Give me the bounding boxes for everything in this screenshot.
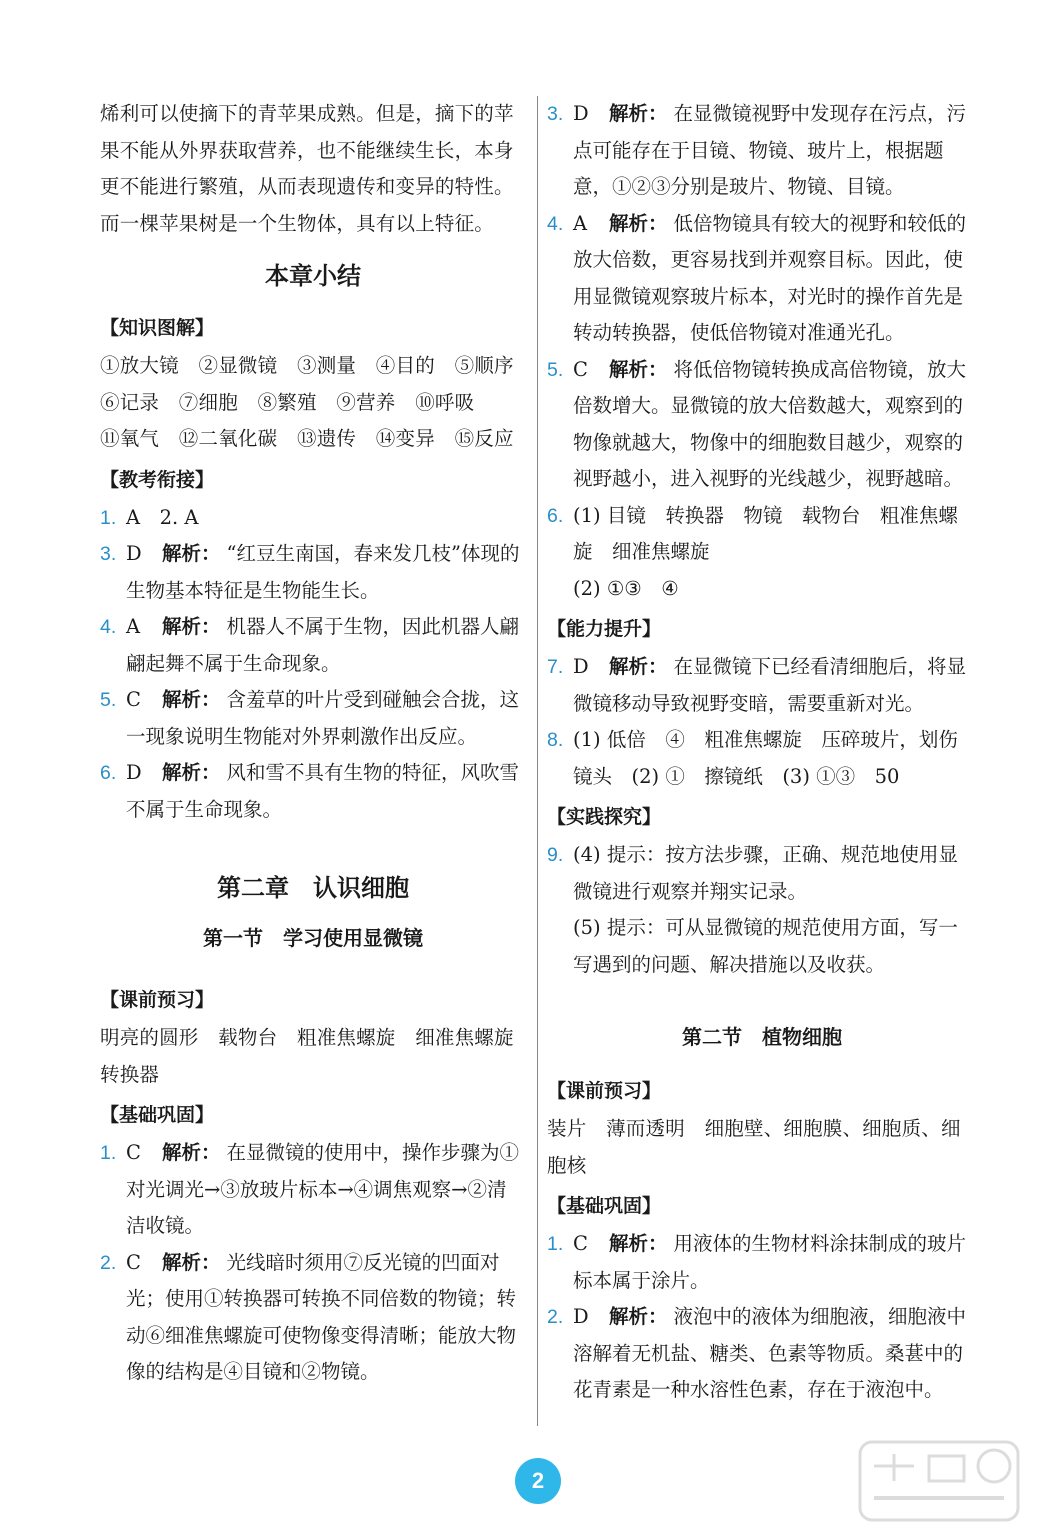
item-analysis-text: “红豆生南国，春来发几枝”体现的生物基本特征是生物能生长。 xyxy=(126,542,520,602)
column-divider xyxy=(537,96,538,1426)
basic-item-1 xyxy=(100,1135,526,1245)
item-analysis-text: 将低倍物镜转换成高倍物镜，放大倍数增大。显微镜的放大倍数越大，观察到的物像就越大，物像中的细胞数目越少，观察的视野越小，进入视野的光线越少，视野越暗。 xyxy=(573,357,967,490)
knowledge-line-3: ⑪氧气 ⑫二氧化碳 ⑬遗传 ⑭变异 ⑮反应 xyxy=(100,427,514,450)
item-answer: C xyxy=(126,1141,141,1164)
item-answer: C xyxy=(573,357,588,381)
item-9 xyxy=(547,837,977,983)
item-6-part-1: (1) 目镜 转换器 物镜 载物台 粗准焦螺旋 细准焦螺旋 xyxy=(573,503,958,563)
section-title-1: 第一节 学习使用显微镜 xyxy=(203,926,423,950)
exam-heading: 【教考衔接】 xyxy=(100,468,215,491)
item-analysis-label: 解析： xyxy=(162,1250,221,1274)
item-number: 4. xyxy=(547,212,564,235)
item-9-part-5: (5) 提示：可从显微镜的规范使用方面，写一写遇到的问题、解决措施以及收获。 xyxy=(573,916,958,976)
item-analysis-label: 解析： xyxy=(609,655,668,678)
item-analysis-text: 光线暗时须用⑦反光镜的凹面对光；使用①转换器可转换不同倍数的物镜；转动⑥细准焦螺旋可使物像变得清晰；能放大物像的结构是④目镜和②物镜。 xyxy=(126,1250,517,1383)
item-analysis-label: 解析： xyxy=(609,1232,668,1255)
item-analysis-label: 解析： xyxy=(162,615,221,638)
knowledge-line-2: ⑥记录 ⑦细胞 ⑧繁殖 ⑨营养 ⑩呼吸 xyxy=(100,390,475,414)
item-answer: C xyxy=(126,1250,141,1274)
item-analysis-label: 解析： xyxy=(609,211,668,235)
item-analysis-label: 解析： xyxy=(609,1305,668,1328)
exam-item-3 xyxy=(100,536,526,609)
item-analysis-label: 解析： xyxy=(609,102,668,125)
basic-item-2-2 xyxy=(547,1299,977,1409)
item-answer: D xyxy=(573,655,589,678)
item-analysis-label: 解析： xyxy=(162,1141,221,1164)
watermark-logo xyxy=(854,1436,1024,1526)
item-number: 4. xyxy=(100,616,117,638)
item-number: 5. xyxy=(547,358,564,381)
item-number: 8. xyxy=(547,729,564,751)
item-3 xyxy=(547,96,977,206)
item-answer: D xyxy=(573,1305,589,1328)
item-number: 2. xyxy=(547,1306,564,1328)
item-analysis-text: 风和雪不具有生物的特征，风吹雪不属于生命现象。 xyxy=(126,761,520,821)
preview-heading: 【课前预习】 xyxy=(100,989,215,1011)
item-answer: D xyxy=(126,761,142,784)
knowledge-line-1: ①放大镜 ②显微镜 ③测量 ④目的 ⑤顺序 xyxy=(100,354,514,377)
item-6 xyxy=(547,498,977,608)
item-number: 3. xyxy=(100,543,117,565)
item-analysis-text: 含羞草的叶片受到碰触会合拢，这一现象说明生物能对外界刺激作出反应。 xyxy=(126,688,520,748)
ability-heading: 【能力提升】 xyxy=(547,618,662,640)
item-analysis-text: 在显微镜下已经看清细胞后，将显微镜移动导致视野变暗，需要重新对光。 xyxy=(573,655,967,715)
item-analysis-text: 在显微镜的使用中，操作步骤为①对光调光→③放玻片标本→④调焦观察→②清洁收镜。 xyxy=(126,1141,520,1237)
item-analysis-text: 在显微镜视野中发现存在污点，污点可能存在于目镜、物镜、玻片上，根据题意，①②③分别是玻片、物镜、目镜。 xyxy=(573,102,967,198)
item-analysis-label: 解析： xyxy=(162,761,221,784)
item-number: 7. xyxy=(547,656,564,678)
item-7 xyxy=(547,649,977,722)
preview-text: 明亮的圆形 载物台 粗准焦螺旋 细准焦螺旋 转换器 xyxy=(100,1026,534,1086)
preview-text-2: 装片 薄而透明 细胞壁、细胞膜、细胞质、细胞核 xyxy=(547,1117,961,1177)
section-title-2: 第二节 植物细胞 xyxy=(682,1025,842,1049)
item-4 xyxy=(547,206,977,352)
knowledge-heading: 【知识图解】 xyxy=(100,317,215,339)
item-number: 1. xyxy=(100,506,117,529)
item-analysis-label: 解析： xyxy=(162,688,221,711)
preview-heading-2: 【课前预习】 xyxy=(547,1080,662,1102)
basic-heading-2: 【基础巩固】 xyxy=(547,1195,662,1217)
item-number: 1. xyxy=(547,1233,564,1255)
item-answer: A xyxy=(573,211,588,235)
exam-item-5 xyxy=(100,682,526,755)
item-6-part-2: (2) ①③ ④ xyxy=(573,576,679,600)
item-number: 1. xyxy=(100,1142,117,1164)
item-number: 6. xyxy=(547,504,564,527)
item-8 xyxy=(547,722,977,795)
item-number: 6. xyxy=(100,762,117,784)
item-5 xyxy=(547,352,977,498)
item-answer: A 2. A xyxy=(126,505,199,529)
left-column xyxy=(100,96,534,1391)
summary-title: 本章小结 xyxy=(265,262,361,290)
basic-item-2 xyxy=(100,1245,526,1391)
item-answer: D xyxy=(573,102,589,125)
practice-heading: 【实践探究】 xyxy=(547,806,662,828)
item-answer: C xyxy=(126,688,141,711)
item-answer: A xyxy=(126,615,141,638)
item-number: 2. xyxy=(100,1251,117,1274)
right-column xyxy=(547,96,977,1409)
item-answer: D xyxy=(126,542,142,565)
item-analysis-label: 解析： xyxy=(162,542,221,565)
item-9-part-4: (4) 提示：按方法步骤，正确、规范地使用显微镜进行观察并翔实记录。 xyxy=(573,843,958,903)
item-number: 3. xyxy=(547,103,564,125)
item-analysis-text: 液泡中的液体为细胞液，细胞液中溶解着无机盐、糖类、色素等物质。桑葚中的花青素是一种水溶性色素，存在于液泡中。 xyxy=(573,1305,967,1401)
item-number: 5. xyxy=(100,689,117,711)
item-analysis-text: 用液体的生物材料涂抹制成的玻片标本属于涂片。 xyxy=(573,1232,967,1292)
intro-paragraph: 烯利可以使摘下的青苹果成熟。但是，摘下的苹果不能从外界获取营养，也不能继续生长，本身更不能进行繁殖，从而表现遗传和变异的特性。而一棵苹果树是一个生物体，具有以上特征。 xyxy=(100,102,514,235)
exam-item-4 xyxy=(100,609,526,682)
item-answer: C xyxy=(573,1232,588,1255)
page-number-badge: 2 xyxy=(515,1458,561,1504)
item-number: 9. xyxy=(547,844,564,866)
item-analysis-text: 机器人不属于生物，因此机器人翩翩起舞不属于生命现象。 xyxy=(126,615,520,675)
item-analysis-text: 低倍物镜具有较大的视野和较低的放大倍数，更容易找到并观察目标。因此，使用显微镜观察玻片标本，对光时的操作首先是转动转换器，使低倍物镜对准通光孔。 xyxy=(573,211,967,344)
item-analysis-label: 解析： xyxy=(609,357,668,381)
basic-heading: 【基础巩固】 xyxy=(100,1104,215,1126)
chapter-title: 第二章 认识细胞 xyxy=(217,874,409,902)
item-8-answer: (1) 低倍 ④ 粗准焦螺旋 压碎玻片，划伤镜头 (2) ① 擦镜纸 (3) ①③ 50 xyxy=(573,728,958,788)
exam-item-6 xyxy=(100,755,526,828)
basic-item-2-1 xyxy=(547,1226,977,1299)
exam-item-1 xyxy=(100,500,526,537)
